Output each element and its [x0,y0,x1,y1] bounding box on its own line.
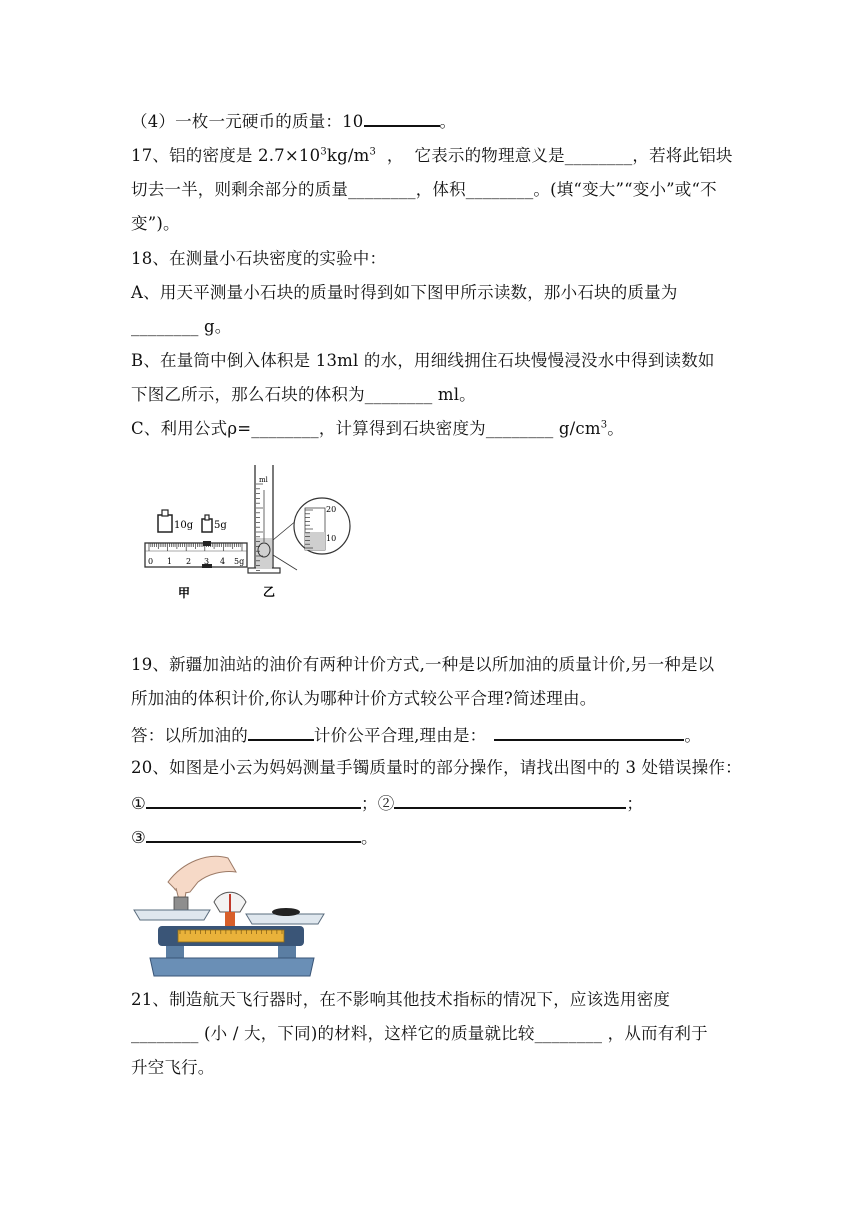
tick-label: 5g [234,557,245,566]
text: 19、新疆加油站的油价有两种计价方式,一种是以所加油的质量计价,另一种是以 [131,655,715,674]
blank [146,792,361,809]
weight-10g-icon [158,510,172,532]
question-18-a2 [131,317,232,337]
blank [248,724,314,741]
weight-5g-icon [202,515,212,532]
text: 答：以所加油的 [131,726,248,745]
question-21 [131,990,670,1010]
tick-label: 2 [186,557,192,566]
text: 计价公平合理,理由是： [313,726,487,745]
text: 17、铝的密度是 2.7×10 [131,146,321,165]
question-17 [131,146,733,166]
question-17-line2 [131,180,717,200]
text: 18、在测量小石块密度的实验中： [131,249,387,268]
question-21-line3 [131,1058,215,1078]
text: ③ [131,828,146,847]
text: 。 [607,419,624,438]
label-yi: 乙 [263,585,276,599]
zoom-callout [273,498,350,570]
tick-label: 1 [167,557,173,566]
text: ① [131,794,146,813]
text: A、用天平测量小石块的质量时得到如下图甲所示读数，那小石块的质量为 [131,283,678,302]
text: 。 [361,828,378,847]
text: 切去一半，则剩余部分的质量________，体积________。(填“变大”“变小”或“不 [131,180,717,199]
question-20-answer3 [131,826,378,848]
text: 20、如图是小云为妈妈测量手镯质量时的部分操作，请找出图中的 3 处错误操作： [131,758,742,777]
figure-2-svg [128,852,338,980]
question-17-line3 [131,214,180,234]
text: ； [626,794,644,813]
text: ；② [361,794,395,813]
base [150,946,314,976]
label-jia: 甲 [178,586,191,600]
zoom-label-10: 10 [326,534,337,543]
figure-hand-on-balance [128,852,338,980]
text: 。 [684,726,702,745]
left-pan [134,910,210,920]
text: C、利用公式ρ=________，计算得到石块密度为________ g/cm [131,419,601,438]
cylinder-unit-label: ml [259,476,268,484]
text: 升空飞行。 [131,1058,215,1077]
text: 21、制造航天飞行器时，在不影响其他技术指标的情况下，应该选用密度 [131,990,671,1009]
text: 所加油的体积计价,你认为哪种计价方式较公平合理?简述理由。 [131,689,597,708]
blank [146,826,361,843]
text: B、在量筒中倒入体积是 13ml 的水，用细线拥住石块慢慢浸没水中得到读数如 [131,351,715,370]
question-20-answers [131,792,643,814]
text: 变”)。 [131,214,180,233]
question-20 [131,758,742,778]
tick-label: 4 [220,557,226,566]
text: ________ (小 / 大，下同)的材料，这样它的质量就比较________ ，从而有利于 [131,1024,708,1043]
weight-5g-label: 5g [214,520,227,531]
tick-label: 3 [204,557,210,566]
question-19-answer [131,724,701,746]
question-18-c [131,419,624,439]
text: ________ g。 [131,317,232,336]
weight-10g-label: 10g [174,520,194,531]
question-18 [131,249,386,269]
beam [158,926,304,946]
blank [394,792,626,809]
figure-balance-and-cylinder [140,460,360,610]
superscript: 3 [369,146,377,158]
question-18-b2 [131,385,476,405]
text: kg/m [326,146,370,165]
superscript: 3 [600,419,608,431]
question-19-line2 [131,689,596,709]
question-19 [131,655,714,675]
blank [494,724,684,741]
text: ， 它表示的物理意义是________，若将此铝块 [376,146,733,165]
text: （4）一枚一元硬币的质量：10 [131,112,364,131]
figure-1-svg [140,460,360,610]
zoom-label-20: 20 [326,505,337,514]
right-pan [246,908,324,924]
scale-ruler [145,541,247,568]
blank [364,110,440,127]
superscript: 3 [320,146,327,158]
question-21-line2 [131,1024,708,1044]
text: 。 [439,112,457,131]
line-q16-4 [131,110,456,132]
text: 下图乙所示，那么石块的体积为________ ml。 [131,385,476,404]
question-18-a [131,283,678,303]
tick-label: 0 [148,557,154,566]
question-18-b [131,351,715,371]
